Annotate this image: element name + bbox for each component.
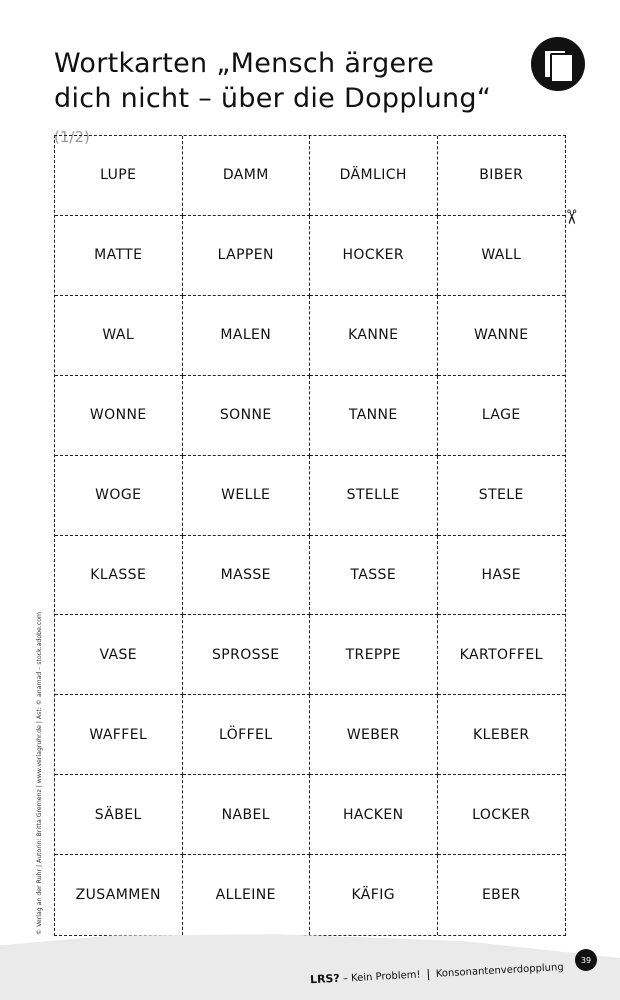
word-card: TREPPE bbox=[310, 615, 438, 695]
word-card: VASE bbox=[55, 615, 183, 695]
word-card: MASSE bbox=[183, 536, 311, 616]
footer-topic: Konsonantenverdopplung bbox=[435, 962, 564, 980]
word-card: WALL bbox=[438, 216, 566, 296]
word-card: ALLEINE bbox=[183, 855, 311, 935]
word-card: TANNE bbox=[310, 376, 438, 456]
word-card: MALEN bbox=[183, 296, 311, 376]
word-card: SÄBEL bbox=[55, 775, 183, 855]
footer-brand: LRS? bbox=[309, 971, 341, 987]
word-card: LOCKER bbox=[438, 775, 566, 855]
word-card: BIBER bbox=[438, 136, 566, 216]
word-card: HOCKER bbox=[310, 216, 438, 296]
word-card: SONNE bbox=[183, 376, 311, 456]
word-card: WEBER bbox=[310, 695, 438, 775]
word-card: LAPPEN bbox=[183, 216, 311, 296]
word-card: NABEL bbox=[183, 775, 311, 855]
word-card: STELLE bbox=[310, 456, 438, 536]
word-card: HASE bbox=[438, 536, 566, 616]
word-card: WONNE bbox=[55, 376, 183, 456]
word-card-grid bbox=[54, 135, 566, 936]
word-card: KARTOFFEL bbox=[438, 615, 566, 695]
scissors-icon: ✂ bbox=[559, 208, 584, 226]
word-card: SPROSSE bbox=[183, 615, 311, 695]
page-number: 39 bbox=[575, 949, 597, 971]
title-text: Wortkarten „Mensch ärgere dich nicht – über die Dopplung“ bbox=[54, 48, 492, 114]
word-card: WAL bbox=[55, 296, 183, 376]
word-card: LUPE bbox=[55, 136, 183, 216]
word-card: KÄFIG bbox=[310, 855, 438, 935]
word-card: MATTE bbox=[55, 216, 183, 296]
word-card: WANNE bbox=[438, 296, 566, 376]
word-card: EBER bbox=[481, 887, 521, 904]
footer-separator bbox=[427, 969, 429, 980]
word-card: ZUSAMMEN bbox=[55, 855, 183, 935]
title-part-indicator: (1/2) bbox=[54, 128, 90, 146]
word-card: STELE bbox=[438, 456, 566, 536]
word-card: DAMM bbox=[183, 136, 311, 216]
word-card: LÖFFEL bbox=[183, 695, 311, 775]
word-card: WOGE bbox=[55, 456, 183, 536]
word-card: WELLE bbox=[183, 456, 311, 536]
word-card: KLEBER bbox=[438, 695, 566, 775]
cards-icon bbox=[531, 37, 585, 91]
word-card: KANNE bbox=[310, 296, 438, 376]
word-card: LAGE bbox=[438, 376, 566, 456]
word-card: DÄMLICH bbox=[310, 136, 438, 216]
card-shape-front bbox=[550, 53, 574, 83]
word-card: TASSE bbox=[310, 536, 438, 616]
word-card: KLASSE bbox=[55, 536, 183, 616]
word-card: HACKEN bbox=[310, 775, 438, 855]
footer-tagline: – Kein Problem! bbox=[342, 969, 421, 985]
word-card: WAFFEL bbox=[55, 695, 183, 775]
copyright-credit: © Verlag an der Ruhr | Autorin: Britta Gremenz | www.verlagruhr.de | Ast: © anamad – stock.adobe.com bbox=[36, 611, 43, 935]
